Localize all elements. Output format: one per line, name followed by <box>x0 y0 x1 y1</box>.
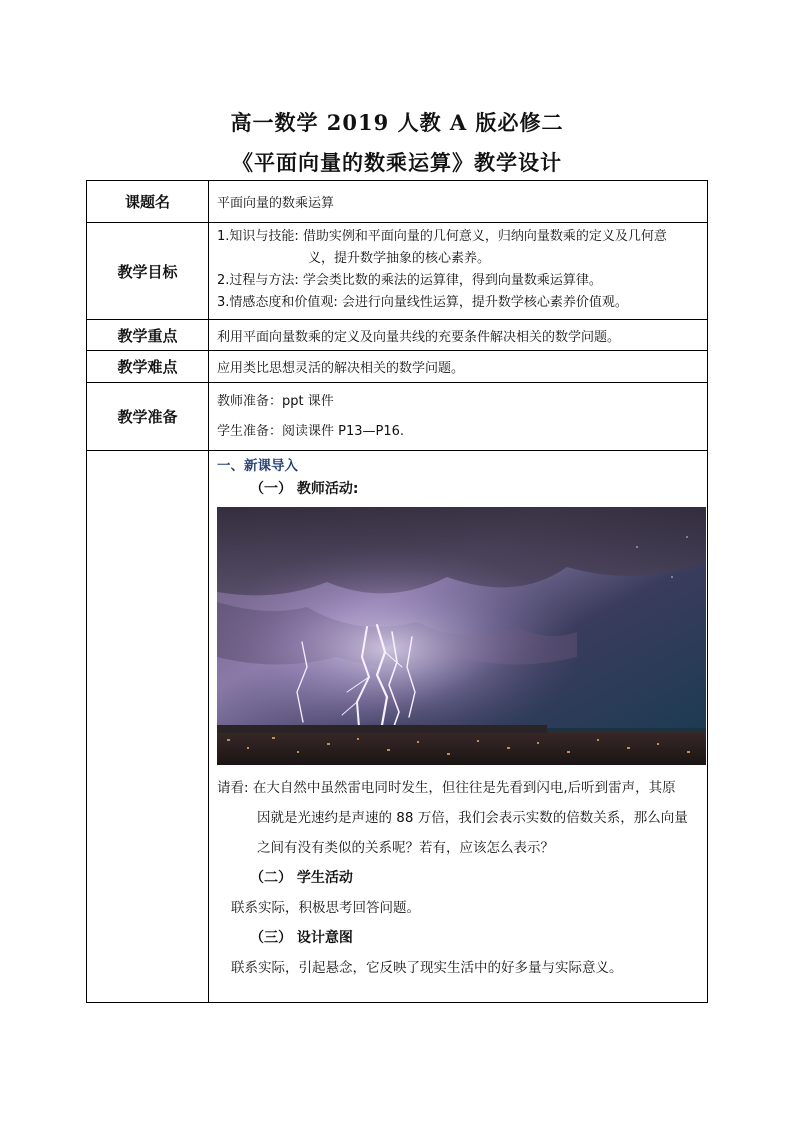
student-activity-heading: （二） 学生活动 <box>250 870 353 886</box>
goal-item-1-cont: 义，提升数学抽象的核心素养。 <box>308 251 491 266</box>
preparation-cell <box>209 383 708 451</box>
design-intent-text: 联系实际，引起悬念，它反映了现实生活中的好多量与实际意义。 <box>231 960 623 976</box>
goal-item-2: 2.过程与方法: 学会类比数的乘法的运算律，得到向量数乘运算律。 <box>217 273 602 288</box>
lightning-storm-image <box>217 507 706 765</box>
section-new-lesson: 一、新课导入 <box>217 458 298 474</box>
goals-label: 教学目标 <box>87 223 209 320</box>
intro-paragraph-line1: 请看: 在大自然中虽然雷电同时发生，但往往是先看到闪电,后听到雷声，其原 <box>217 780 676 796</box>
document-title: 高一数学 2019 人教 A 版必修二 <box>230 110 564 135</box>
intro-paragraph-line2: 因就是光速约是声速的 88 万倍，我们会表示实数的倍数关系，那么向量 <box>257 810 688 826</box>
topic-value: 平面向量的数乘运算 <box>209 181 708 223</box>
lesson-plan-table <box>86 180 708 1003</box>
preparation-label: 教学准备 <box>87 383 209 451</box>
goal-item-1: 1.知识与技能: 借助实例和平面向量的几何意义，归纳向量数乘的定义及几何意 <box>217 229 667 244</box>
student-activity-text: 联系实际，积极思考回答问题。 <box>231 900 420 916</box>
process-label-cell <box>87 451 209 1003</box>
teacher-activity-heading: （一） 教师活动: <box>250 481 359 497</box>
document-subtitle: 《平面向量的数乘运算》教学设计 <box>232 150 562 175</box>
process-cell <box>209 451 708 1003</box>
topic-label: 课题名 <box>87 181 209 223</box>
goals-cell <box>209 223 708 320</box>
difficulty-label: 教学难点 <box>87 351 209 383</box>
goal-item-3: 3.情感态度和价值观: 会进行向量线性运算，提升数学核心素养价值观。 <box>217 295 628 310</box>
difficulty-value: 应用类比思想灵活的解决相关的数学问题。 <box>209 351 708 383</box>
key-point-value: 利用平面向量数乘的定义及向量共线的充要条件解决相关的数学问题。 <box>209 320 708 351</box>
intro-paragraph-line3: 之间有没有类似的关系呢？若有，应该怎么表示？ <box>257 840 554 856</box>
student-preparation: 学生准备：阅读课件 P13—P16. <box>217 423 405 439</box>
design-intent-heading: （三） 设计意图 <box>250 930 353 946</box>
teacher-preparation: 教师准备：ppt 课件 <box>217 393 334 409</box>
key-point-label: 教学重点 <box>87 320 209 351</box>
